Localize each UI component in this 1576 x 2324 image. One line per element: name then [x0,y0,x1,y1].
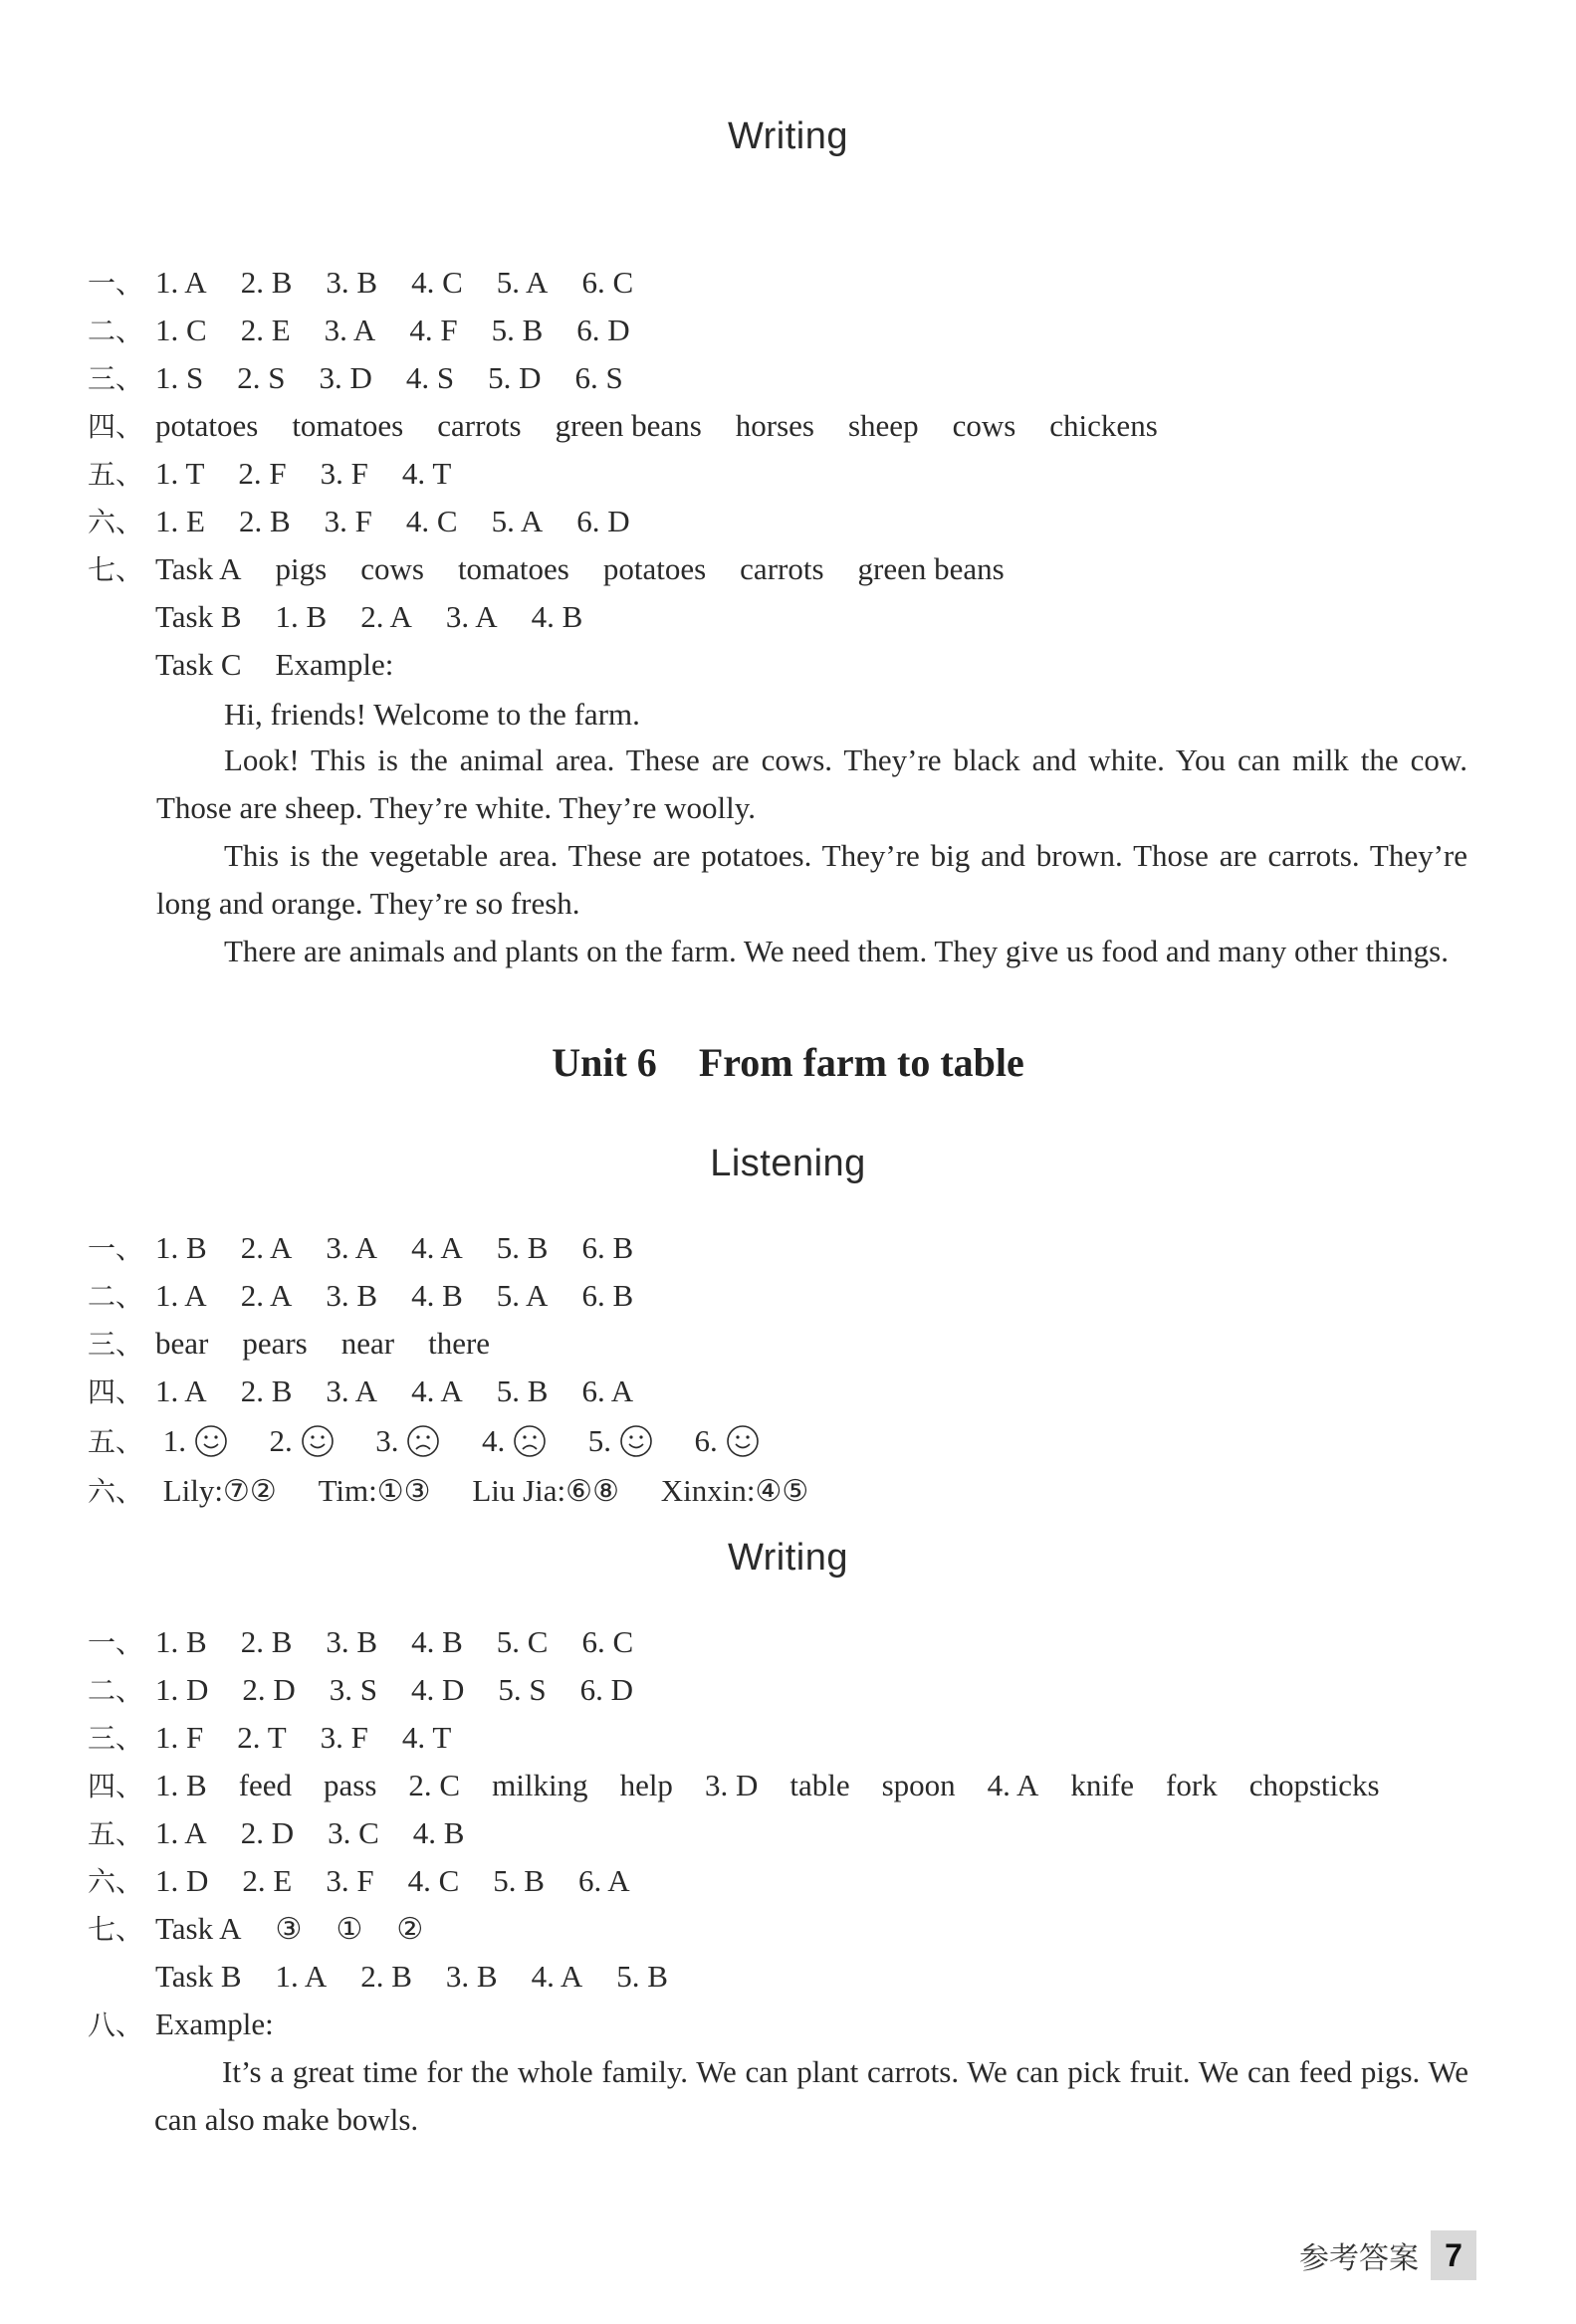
person-name: Tim: [318,1473,377,1508]
answer: 4. C [405,504,458,538]
answer: chickens [1049,408,1158,443]
answer: 4. T [401,456,452,491]
question-marker: 六、 [88,506,144,538]
answer: 3. D [704,1768,759,1802]
answer: near [340,1326,395,1361]
answer: 4. B [412,1815,465,1850]
answer: 2. A [360,599,412,634]
writing2-q8 [88,2003,274,2046]
answer: 3. B [326,1624,378,1659]
answer: 4. A [411,1230,463,1265]
answer: 3. F [320,456,368,491]
answer: 1. F [155,1720,204,1755]
answer: 3. C [328,1815,379,1850]
writing1-q7-task-b [155,595,616,639]
answer: 2. E [242,1863,293,1898]
page-number: 7 [1431,2230,1476,2280]
question-marker: 一、 [88,1232,144,1265]
answer: 1. E [155,504,205,538]
answer: 1. S [155,360,204,395]
answer: 6. D [579,1672,634,1707]
answer: 4. D [411,1672,465,1707]
question-marker: 一、 [88,1626,144,1659]
answer: 5. A [496,1278,549,1313]
writing1-q7-task-c [155,643,393,687]
answer: 3. D [319,360,372,395]
task-c-paragraph-3: There are animals and plants on the farm. We need them. They give us food and many other things. [224,934,1449,968]
answer: 2. A [240,1278,293,1313]
question-marker: 七、 [88,1913,144,1946]
listening-q6 [88,1469,842,1513]
answer: 5. B [496,1373,549,1408]
question-marker: 四、 [88,410,144,443]
answer: 6. D [576,504,630,538]
question-marker: 五、 [88,1425,144,1458]
listening-q4 [88,1370,667,1413]
answer: carrots [740,551,824,586]
person-answer-numbers: ④⑤ [755,1474,809,1509]
person-answer-numbers: ⑥⑧ [565,1474,619,1509]
smile-face-icon [194,1424,228,1458]
answer: 2. T [237,1720,287,1755]
task-label: Task B [155,599,242,634]
answer: 6. C [581,1624,634,1659]
answer: 4. C [411,265,463,300]
answer: there [428,1326,491,1361]
sad-face-icon [406,1424,440,1458]
answer: 4. B [411,1278,463,1313]
answer: cows [360,551,424,586]
answer: spoon [881,1768,956,1802]
answer: 5. D [488,360,542,395]
face-answer-4 [482,1419,547,1463]
answer: 1. D [155,1863,209,1898]
writing2-q5 [88,1811,498,1855]
answer: 4. A [531,1959,583,1994]
person-name: Lily: [162,1473,224,1508]
task-c-paragraph-2: This is the vegetable area. These are potatoes. They’re big and brown. Those are carrots. They’re long and orange. They’re so fresh. [156,838,1467,921]
answer: horses [735,408,814,443]
answer: 2. B [238,504,291,538]
face-answer-5 [588,1419,653,1463]
answer: table [789,1768,850,1802]
answer: 3. A [445,599,498,634]
writing1-q4 [88,404,1192,448]
answer: 2. B [240,1373,293,1408]
answer: potatoes [602,551,707,586]
writing2-q4 [88,1764,1380,1807]
writing1-q5 [88,452,485,496]
answer: 4. B [411,1624,463,1659]
answer: bear [155,1326,209,1361]
answer-number: 2. [269,1423,293,1458]
answer: 4. T [401,1720,452,1755]
answer: 1. A [155,1278,207,1313]
answer: cows [952,408,1016,443]
section-heading-writing: Writing [727,115,849,157]
answer: 2. S [237,360,286,395]
answer: potatoes [155,408,259,443]
writing2-q6 [88,1859,664,1903]
answer: 1. B [155,1768,207,1802]
smile-face-icon [301,1424,335,1458]
answer: tomatoes [292,408,404,443]
question-marker: 五、 [88,458,144,491]
answer: fork [1166,1768,1218,1802]
section-heading-writing-2: Writing [727,1537,849,1579]
example-label: Example: [275,647,394,682]
question-marker: 一、 [88,267,144,300]
task-label: Task C [155,647,242,682]
question-marker: 二、 [88,1280,144,1313]
smile-face-icon [619,1424,653,1458]
face-answer-3 [375,1419,440,1463]
writing2-q2 [88,1668,667,1712]
answer: 1. A [155,1815,207,1850]
answer: 6. B [581,1278,634,1313]
face-answer-1 [163,1419,228,1463]
answer: 5. A [496,265,549,300]
answer: green beans [857,551,1005,586]
answer: feed [238,1768,293,1802]
person-answer [319,1469,431,1514]
writing1-q7-task-a [88,547,1038,591]
question-marker: 三、 [88,1722,144,1755]
answer: 1. A [155,1373,207,1408]
task-c-paragraph-1: Look! This is the animal area. These are cows. They’re black and white. You can milk the cow. Those are sheep. They’re white. They’re woolly. [156,742,1467,825]
writing2-q7-task-a [88,1907,457,1951]
task-label: Task B [155,1959,242,1994]
answer: pears [242,1326,308,1361]
writing1-q6 [88,500,664,543]
answer: 2. B [240,1624,293,1659]
answer: help [619,1768,673,1802]
question-marker: 三、 [88,362,144,395]
answer: ② [396,1912,424,1947]
answer: 5. S [498,1672,547,1707]
answer: 2. E [240,313,291,347]
answer: knife [1070,1768,1135,1802]
writing2-q1 [88,1620,667,1664]
answer: 2. C [408,1768,461,1802]
task-label: Task A [155,551,242,586]
face-answer-2 [270,1419,335,1463]
unit-title [0,1039,1576,1086]
answer: 3. A [324,313,376,347]
answer: 1. A [155,265,207,300]
answer: 6. S [574,360,623,395]
answer: pigs [275,551,328,586]
smile-face-icon [726,1424,760,1458]
question-marker: 二、 [88,1674,144,1707]
answer-number: 1. [162,1423,186,1458]
answer: 5. B [491,313,544,347]
answer: 5. B [493,1863,545,1898]
person-answer [661,1469,809,1514]
answer: 3. B [326,1278,378,1313]
face-answer-6 [695,1419,760,1463]
person-answer-numbers: ⑦② [223,1474,277,1509]
question-marker: 八、 [88,2008,144,2041]
question-marker: 二、 [88,315,144,347]
answer: 1. T [155,456,205,491]
section-heading-listening: Listening [710,1143,866,1184]
person-answer [163,1469,277,1514]
answer-number: 6. [694,1423,718,1458]
listening-q3 [88,1322,524,1366]
footer-label: 参考答案 [1299,2241,1419,2276]
answer: 5. C [496,1624,549,1659]
listening-q5 [88,1419,793,1463]
answer: 3. F [326,1863,374,1898]
task-label: Task A [155,1911,242,1946]
unit-number: Unit 6 [552,1040,657,1085]
answer: 4. A [411,1373,463,1408]
answer: 6. D [576,313,630,347]
answer: tomatoes [457,551,569,586]
question-marker: 四、 [88,1375,144,1408]
answer: 5. B [496,1230,549,1265]
task-c-greeting: Hi, friends! Welcome to the farm. [224,697,640,732]
answer: 3. B [326,265,378,300]
answer: milking [492,1768,588,1802]
writing1-q3 [88,356,657,400]
person-name: Liu Jia: [472,1473,566,1508]
answer: 1. C [155,313,207,347]
question-marker: 三、 [88,1328,144,1361]
answer: pass [324,1768,377,1802]
answer: 6. A [581,1373,634,1408]
listening-q1 [88,1226,667,1270]
answer: 3. F [320,1720,368,1755]
listening-q2 [88,1274,667,1318]
answer: ③ [275,1912,303,1947]
answer: 4. A [987,1768,1039,1802]
answer: 2. B [360,1959,412,1994]
answer: 1. B [155,1624,207,1659]
answer: 1. B [155,1230,207,1265]
writing1-q2 [88,309,664,352]
answer: 6. C [581,265,634,300]
answer: 1. A [275,1959,328,1994]
answer: 3. A [326,1373,378,1408]
question-marker: 六、 [88,1865,144,1898]
answer: 2. B [240,265,293,300]
answer: 3. B [445,1959,498,1994]
answer: green beans [555,408,702,443]
answer: 4. B [531,599,583,634]
writing1-q1 [88,261,667,305]
question-marker: 七、 [88,553,144,586]
answer: chopsticks [1248,1768,1380,1802]
sad-face-icon [513,1424,547,1458]
question-marker: 六、 [88,1475,144,1508]
example-label: Example: [155,2007,274,2041]
answer: 2. D [242,1672,296,1707]
page-footer [1299,2229,1476,2281]
answer-number: 5. [587,1423,611,1458]
answer: 4. F [409,313,458,347]
answer: 3. F [324,504,372,538]
answer: 5. A [491,504,544,538]
writing2-q7-task-b [155,1955,702,1999]
answer-number: 4. [482,1423,506,1458]
answer: 3. S [329,1672,378,1707]
answer: 1. B [275,599,328,634]
person-answer-numbers: ①③ [376,1474,431,1509]
answer: 2. F [238,456,287,491]
question-marker: 五、 [88,1817,144,1850]
example-paragraph: It’s a great time for the whole family. We can plant carrots. We can pick fruit. We can feed pigs. We can also make bowls. [154,2054,1468,2137]
answer: 2. D [240,1815,295,1850]
answer: 3. A [326,1230,378,1265]
answer: 4. C [407,1863,460,1898]
writing2-q3 [88,1716,485,1760]
answer: 5. B [616,1959,668,1994]
answer: sheep [847,408,919,443]
answer: 6. B [581,1230,634,1265]
answer: 2. A [240,1230,293,1265]
answer-number: 3. [375,1423,399,1458]
unit-name: From farm to table [698,1040,1024,1085]
answer: 6. A [577,1863,630,1898]
answer: 1. D [155,1672,209,1707]
person-answer [472,1469,619,1514]
question-marker: 四、 [88,1770,144,1802]
answer: ① [336,1912,363,1947]
answer: 4. S [405,360,455,395]
answer: carrots [437,408,522,443]
person-name: Xinxin: [660,1473,756,1508]
